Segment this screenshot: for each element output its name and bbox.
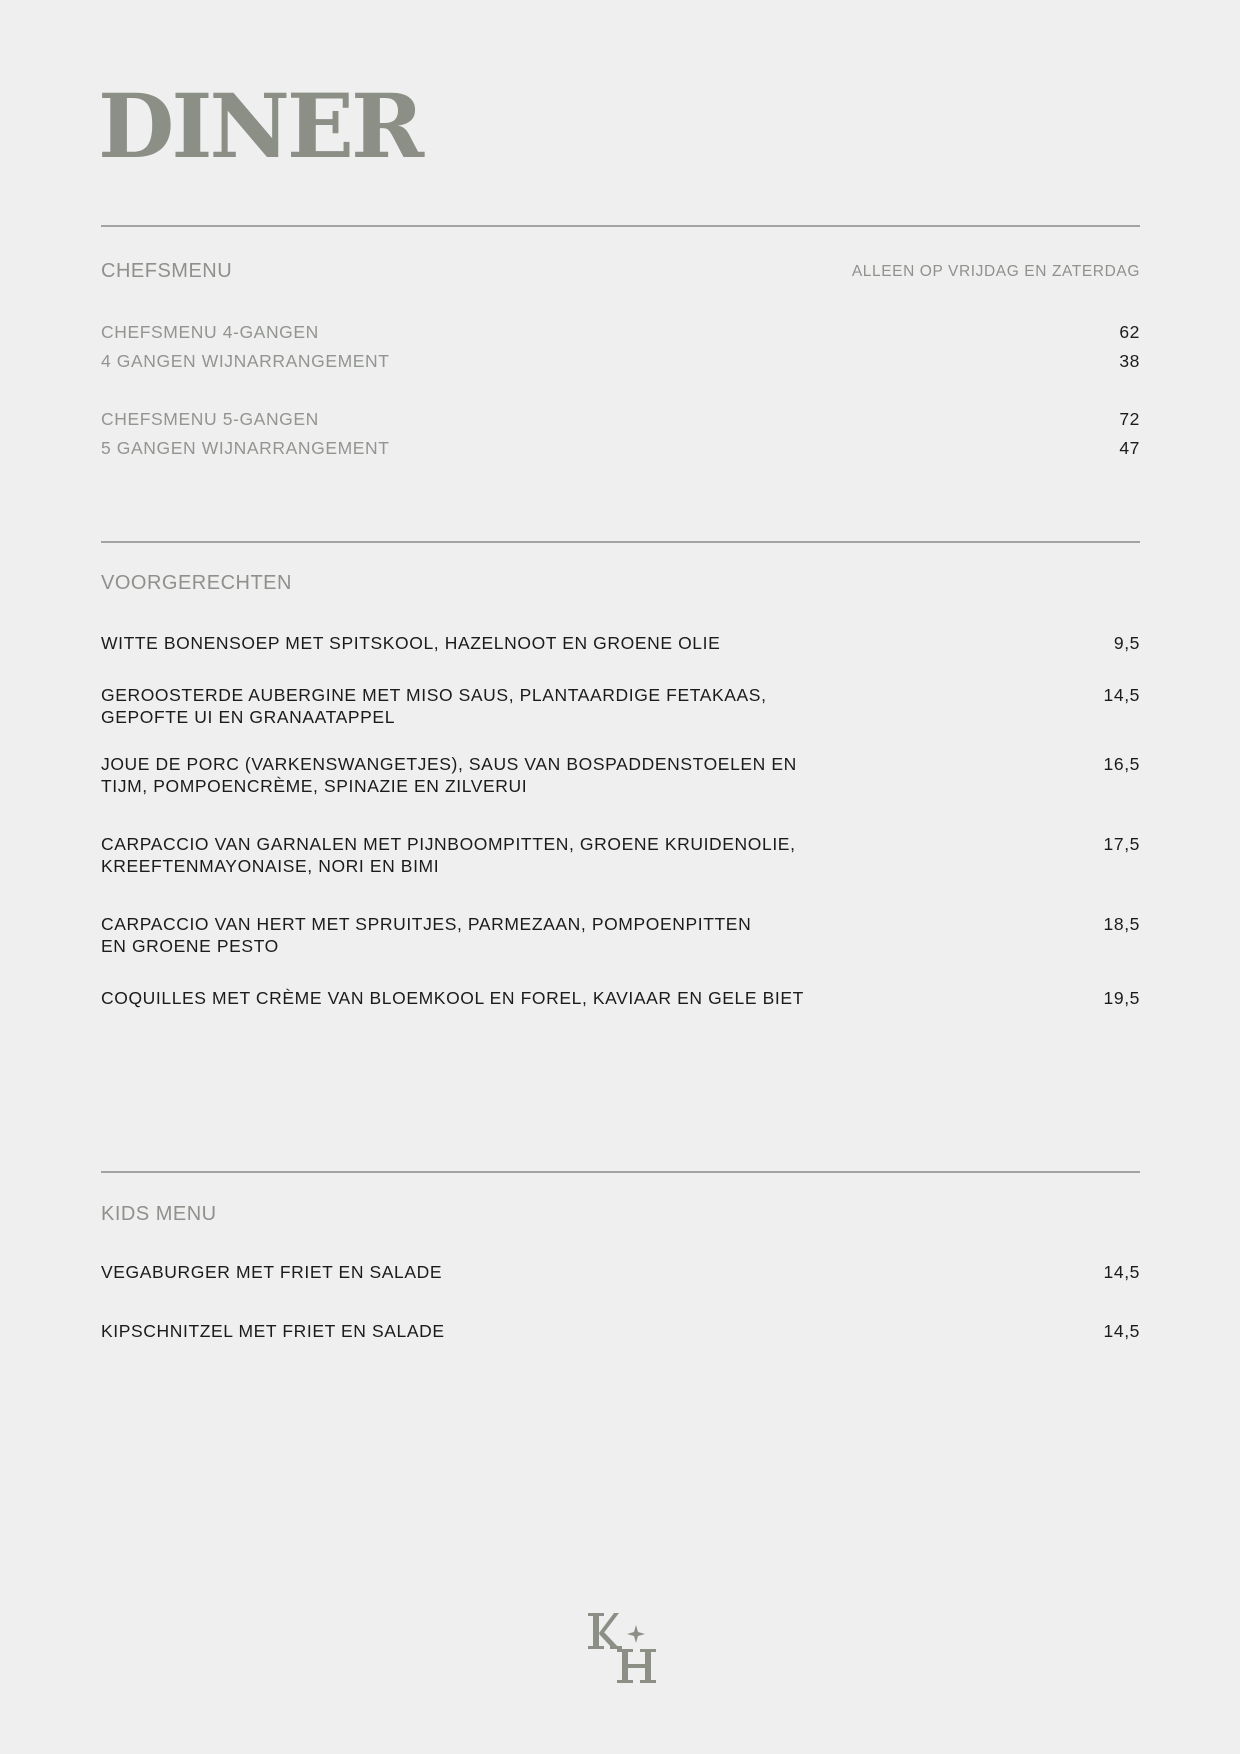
page-title: DINER [98, 74, 422, 178]
menu-item-price: 38 [1119, 351, 1140, 371]
menu-item-price: 47 [1119, 438, 1140, 458]
menu-item [101, 1320, 1140, 1342]
kh-monogram-logo-icon [586, 1605, 656, 1685]
menu-item [101, 1261, 1140, 1283]
menu-item-price: 14,5 [1103, 1321, 1140, 1341]
section-heading-chefsmenu: CHEFSMENU [101, 260, 233, 282]
section-heading-voorgerechten: VOORGERECHTEN [101, 572, 292, 594]
menu-item-price: 16,5 [1103, 754, 1140, 774]
menu-item-label: GEROOSTERDE AUBERGINE MET MISO SAUS, PLANTAARDIGE FETAKAAS, GEPOFTE UI EN GRANAATAPPEL [101, 685, 767, 727]
menu-item-price: 9,5 [1113, 633, 1140, 653]
menu-item-price: 62 [1119, 322, 1140, 342]
menu-item [101, 437, 1140, 459]
menu-item [101, 632, 1140, 654]
menu-item-label: 4 GANGEN WIJNARRANGEMENT [101, 351, 390, 371]
menu-item-price: 14,5 [1103, 1262, 1140, 1282]
menu-item-price: 19,5 [1103, 988, 1140, 1008]
menu-item-label: CARPACCIO VAN GARNALEN MET PIJNBOOMPITTEN, GROENE KRUIDENOLIE, KREEFTENMAYONAISE, NORI EN BIMI [101, 834, 796, 876]
section-heading-kids-menu: KIDS MENU [101, 1203, 217, 1225]
menu-item [101, 321, 1140, 343]
menu-item-label: CHEFSMENU 4-GANGEN [101, 322, 319, 342]
menu-item-label: WITTE BONENSOEP MET SPITSKOOL, HAZELNOOT EN GROENE OLIE [101, 633, 721, 653]
divider [101, 225, 1140, 227]
menu-item-label: COQUILLES MET CRÈME VAN BLOEMKOOL EN FOREL, KAVIAAR EN GELE BIET [101, 988, 804, 1008]
menu-item-label: CARPACCIO VAN HERT MET SPRUITJES, PARMEZAAN, POMPOENPITTEN EN GROENE PESTO [101, 914, 752, 956]
chefsmenu-availability-note: ALLEEN OP VRIJDAG EN ZATERDAG [851, 263, 1140, 280]
divider [101, 541, 1140, 543]
menu-item [101, 684, 1140, 728]
menu-item-price: 17,5 [1103, 834, 1140, 854]
menu-item-price: 14,5 [1103, 685, 1140, 705]
divider [101, 1171, 1140, 1173]
menu-item-price: 72 [1119, 409, 1140, 429]
menu-item-label: VEGABURGER MET FRIET EN SALADE [101, 1262, 443, 1282]
menu-item-label: CHEFSMENU 5-GANGEN [101, 409, 319, 429]
menu-item-label: KIPSCHNITZEL MET FRIET EN SALADE [101, 1321, 445, 1341]
menu-item [101, 913, 1140, 957]
menu-item [101, 753, 1140, 797]
menu-item-price: 18,5 [1103, 914, 1140, 934]
menu-item [101, 408, 1140, 430]
menu-item [101, 833, 1140, 877]
menu-item-label: 5 GANGEN WIJNARRANGEMENT [101, 438, 390, 458]
menu-item [101, 350, 1140, 372]
menu-item-label: JOUE DE PORC (VARKENSWANGETJES), SAUS VAN BOSPADDENSTOELEN EN TIJM, POMPOENCRÈME, SPINAZIE EN ZILVERUI [101, 754, 797, 796]
menu-item [101, 987, 1140, 1009]
